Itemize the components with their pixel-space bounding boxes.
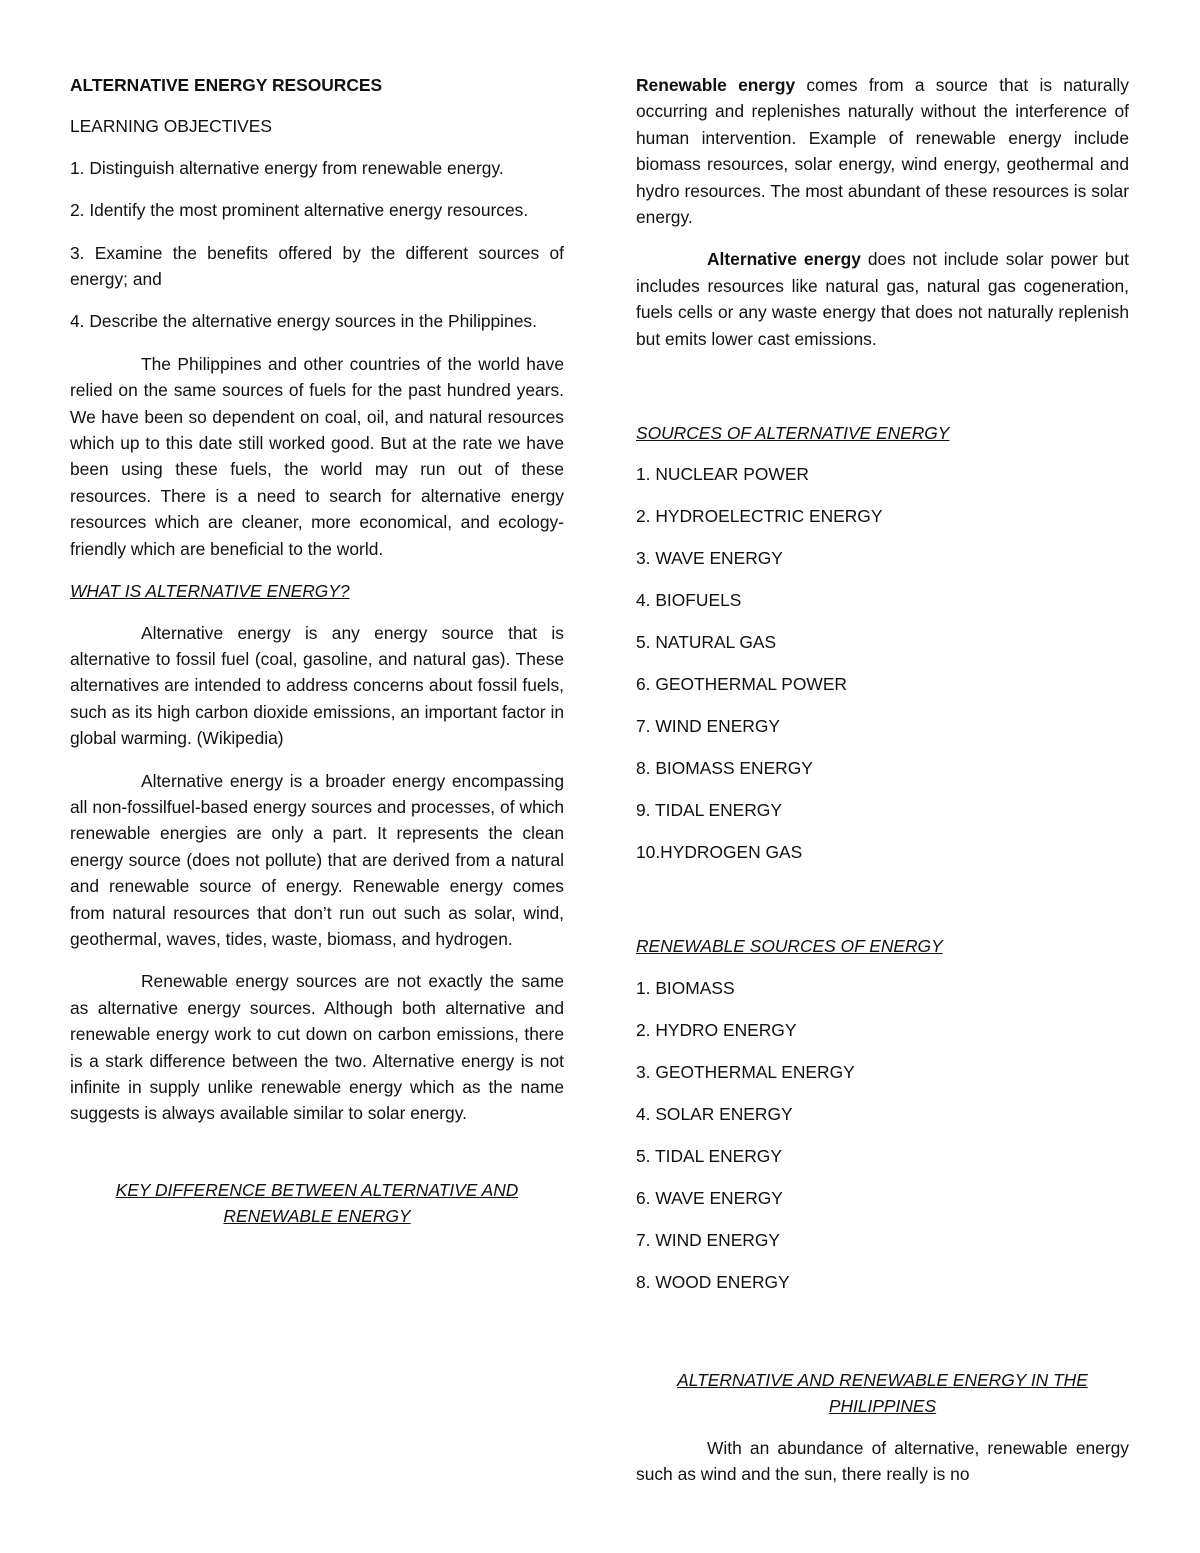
list-item: 1. BIOMASS [636, 977, 735, 998]
list-item: 9. TIDAL ENERGY [636, 800, 782, 821]
key-difference-heading: KEY DIFFERENCE BETWEEN ALTERNATIVE AND RENEWABLE ENERGY [115, 1179, 519, 1227]
alternative-term: Alternative energy [707, 249, 861, 270]
definition-paragraph: Alternative energy is any energy source that is alternative to fossil fuel (coal, gasoline, and natural gas). These alternatives are intended to address concerns about fossil fuels, such as its high carbon dioxide emissions, an important factor in global warming. (Wikipedia) [70, 622, 564, 749]
what-is-heading: WHAT IS ALTERNATIVE ENERGY? [70, 581, 350, 602]
list-item: 8. BIOMASS ENERGY [636, 758, 813, 779]
list-item: 6. WAVE ENERGY [636, 1187, 783, 1208]
list-item: 4. SOLAR ENERGY [636, 1103, 793, 1124]
philippines-paragraph: With an abundance of alternative, renewable energy such as wind and the sun, there really is no [636, 1437, 1129, 1485]
list-item: 3. WAVE ENERGY [636, 548, 783, 569]
list-item: 7. WIND ENERGY [636, 716, 780, 737]
sources-list [636, 461, 1129, 865]
renewable-text: comes from a source that is naturally occurring and replenishes naturally without the interference of human intervention. Example of renewable energy include biomass resources, solar energy, wind energy, geothermal and hydro resources. The most abundant of these resources is solar energy. [636, 75, 1129, 228]
renewable-list [636, 975, 1129, 1295]
difference-paragraph: Renewable energy sources are not exactly the same as alternative energy sources. Although both alternative and renewable energy work to cut down on carbon emissions, there is a stark difference between the two. Alternative energy is not infinite in supply unlike renewable energy which as the name suggests is always available similar to solar energy. [70, 971, 564, 1124]
objective-item: 1. Distinguish alternative energy from renewable energy. [70, 157, 504, 178]
right-column [636, 72, 1129, 1504]
philippines-heading: ALTERNATIVE AND RENEWABLE ENERGY IN THE PHILIPPINES [677, 1369, 1088, 1417]
renewable-term: Renewable energy [636, 75, 796, 95]
list-item: 1. NUCLEAR POWER [636, 464, 809, 485]
renewable-sources-heading: RENEWABLE SOURCES OF ENERGY [636, 936, 943, 957]
list-item: 5. NATURAL GAS [636, 632, 777, 653]
list-item: 5. TIDAL ENERGY [636, 1145, 782, 1166]
document-title: ALTERNATIVE ENERGY RESOURCES [70, 75, 383, 95]
objectives-heading: LEARNING OBJECTIVES [70, 116, 272, 137]
alternative-text: does not include solar power but includes resources like natural gas, natural gas cogeneration, fuels cells or any waste energy that does not naturally replenish but emits lower cast emissions. [636, 249, 1129, 349]
list-item: 4. BIOFUELS [636, 590, 742, 611]
objective-item: 3. Examine the benefits offered by the different sources of energy; and [70, 242, 564, 290]
intro-paragraph: The Philippines and other countries of the world have relied on the same sources of fuels for the past hundred years. We have been so dependent on coal, oil, and natural resources which up to this date still worked good. But at the rate we have been using these fuels, the world may run out of these resources. There is a need to search for alternative energy resources which are cleaner, more economical, and ecology-friendly which are beneficial to the world. [70, 353, 564, 559]
renewable-definition [636, 72, 1129, 230]
list-item: 2. HYDRO ENERGY [636, 1019, 797, 1040]
list-item: 2. HYDROELECTRIC ENERGY [636, 506, 883, 527]
objective-item: 2. Identify the most prominent alternative energy resources. [70, 200, 529, 221]
list-item: 6. GEOTHERMAL POWER [636, 674, 847, 695]
list-item: 3. GEOTHERMAL ENERGY [636, 1061, 855, 1082]
objective-item: 4. Describe the alternative energy sources in the Philippines. [70, 311, 537, 332]
list-item: 10.HYDROGEN GAS [636, 842, 803, 863]
broader-paragraph: Alternative energy is a broader energy encompassing all non-fossilfuel-based energy sources and processes, of which renewable energies are only a part. It represents the clean energy source (does not pollute) that are derived from a natural and renewable source of energy. Renewable energy comes from natural resources that don’t run out such as solar, wind, geothermal, waves, tides, waste, biomass, and hydrogen. [70, 770, 564, 949]
sources-heading: SOURCES OF ALTERNATIVE ENERGY [636, 423, 950, 444]
left-column [70, 72, 564, 1245]
list-item: 8. WOOD ENERGY [636, 1271, 790, 1292]
alternative-definition [636, 246, 1129, 352]
list-item: 7. WIND ENERGY [636, 1229, 780, 1250]
